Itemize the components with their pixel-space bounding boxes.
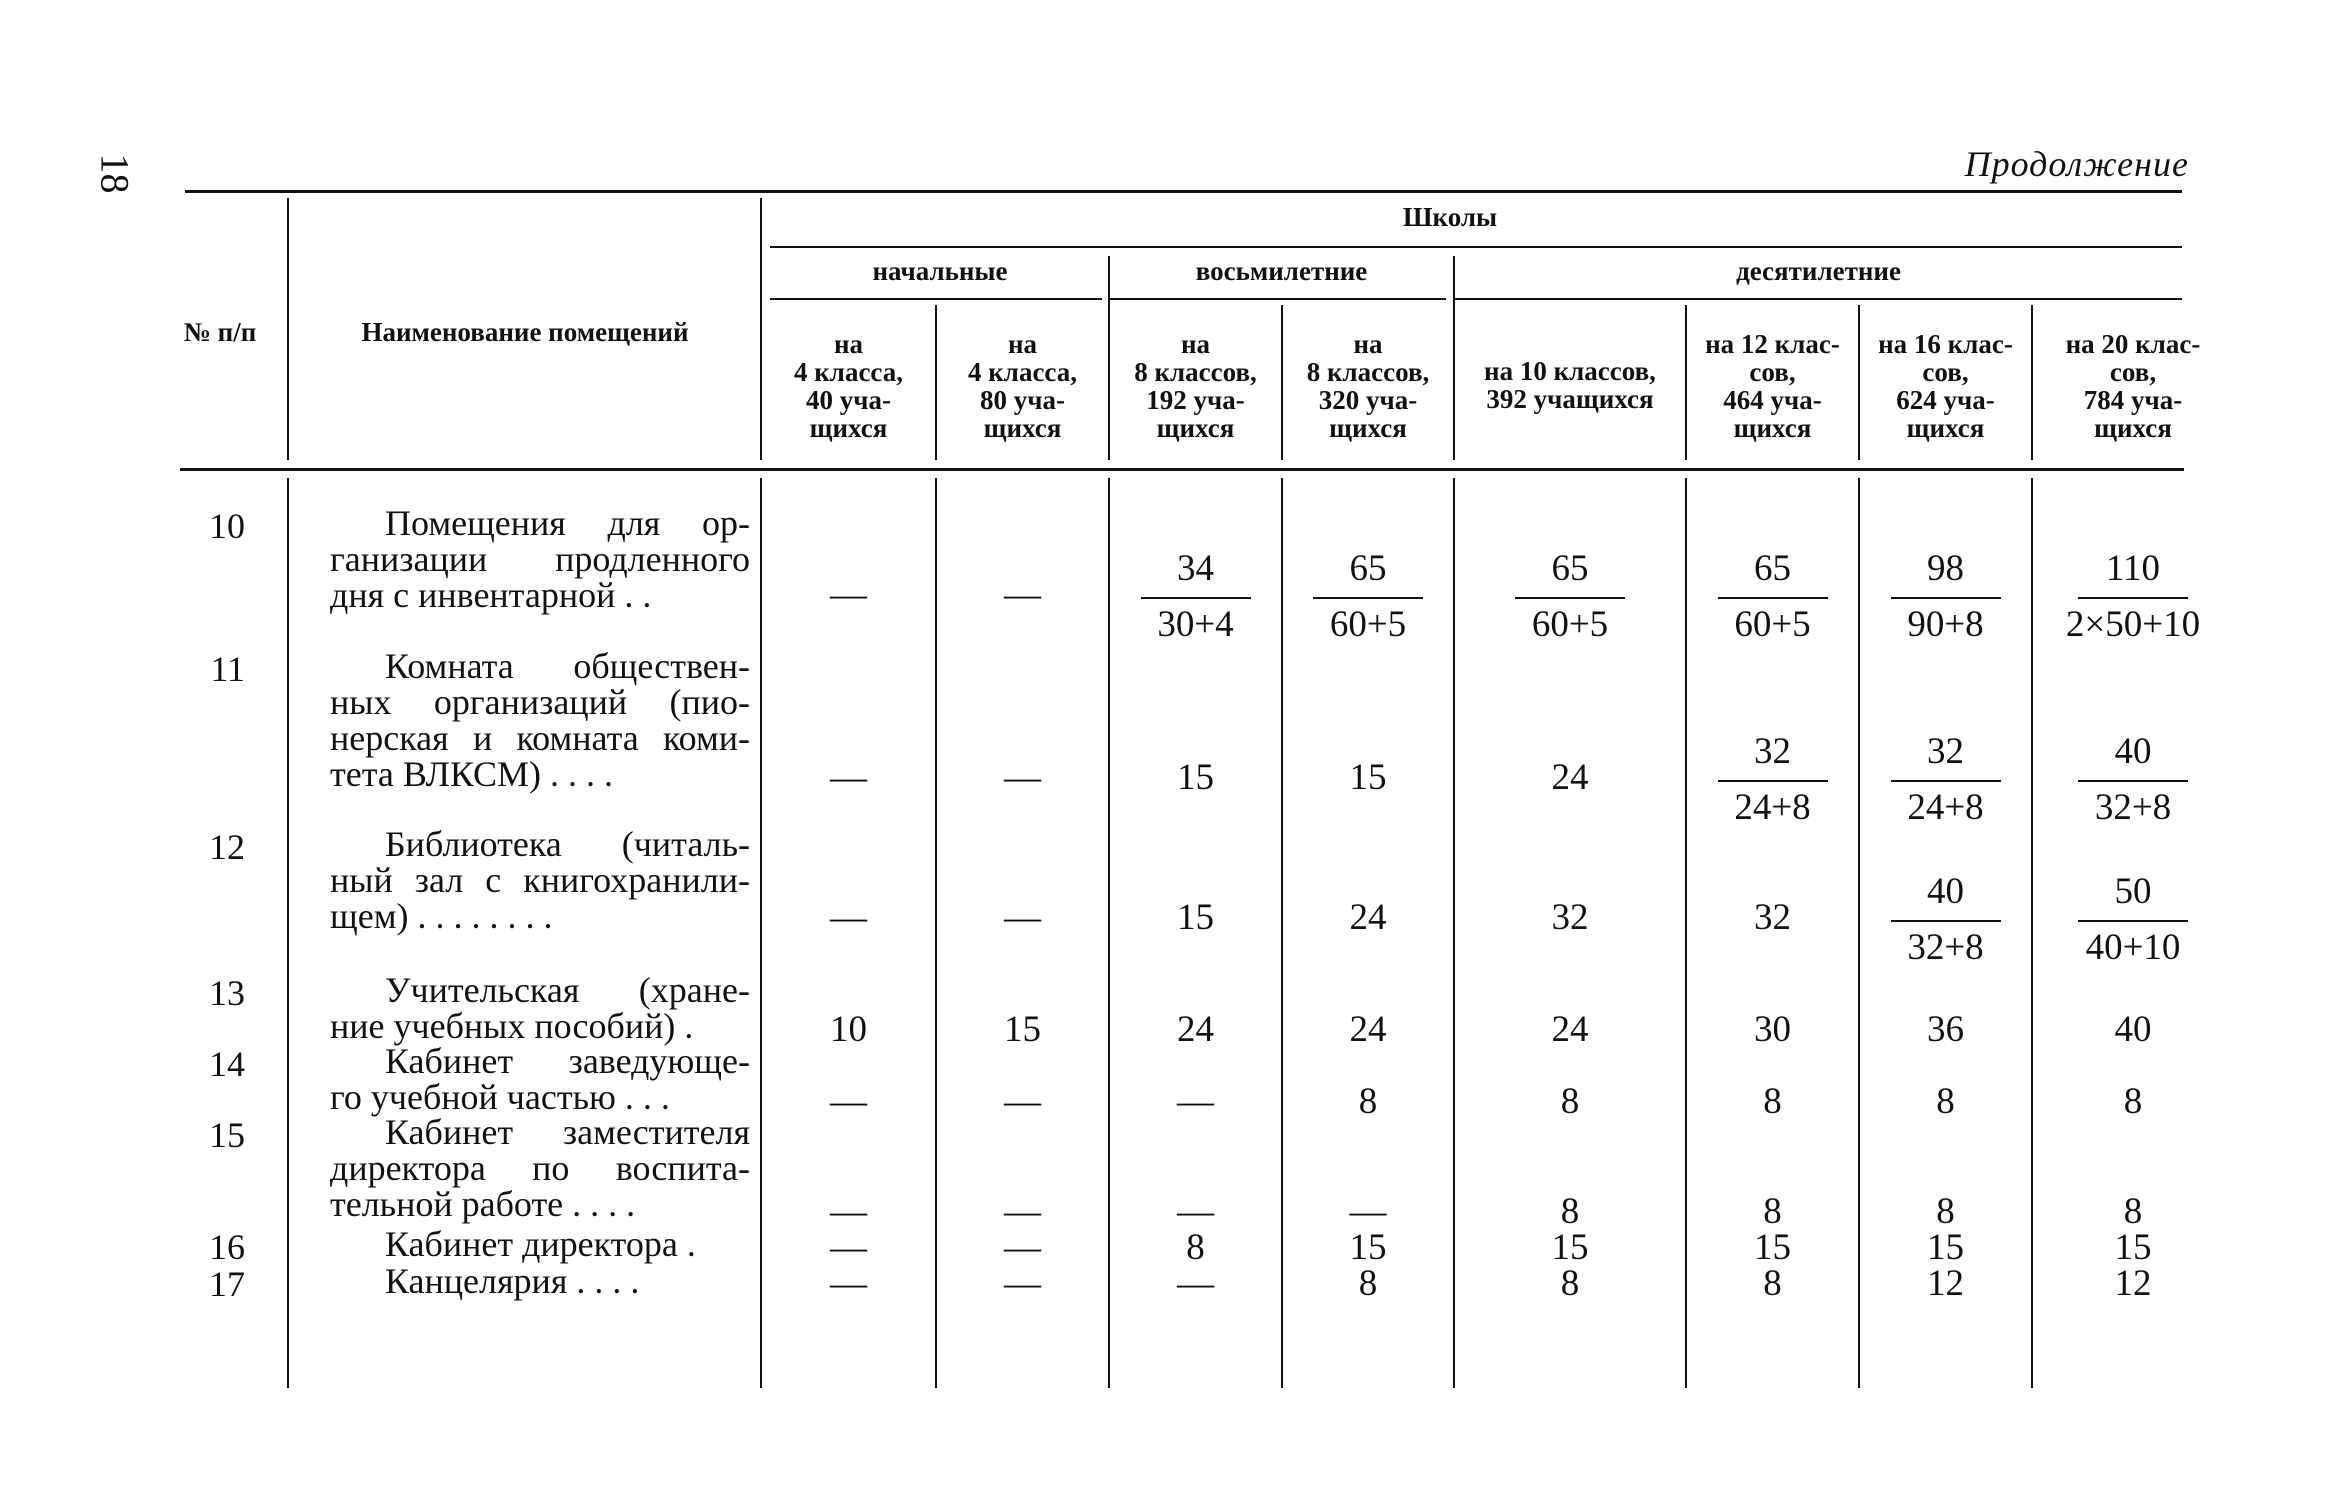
row-number: 12 bbox=[209, 827, 245, 867]
fraction-numerator: 65 bbox=[1349, 548, 1387, 589]
fraction-denominator: 24+8 bbox=[1734, 787, 1811, 828]
value-cell: 32 bbox=[1551, 897, 1589, 938]
column-header-line: 464 уча- bbox=[1723, 385, 1822, 415]
value-cell: 30 bbox=[1754, 1009, 1791, 1050]
value-fraction bbox=[1455, 549, 1685, 645]
value-cell: — bbox=[1004, 1081, 1041, 1122]
value-cell: — bbox=[830, 1081, 867, 1122]
group-header-eight: восьмилетние bbox=[1195, 256, 1368, 286]
col-divider bbox=[287, 478, 289, 1388]
value-fraction bbox=[1110, 549, 1281, 645]
value-cell: 8 bbox=[1358, 1263, 1378, 1304]
column-header bbox=[937, 330, 1108, 442]
value-fraction bbox=[2033, 732, 2233, 828]
value-cell: 15 bbox=[2114, 1227, 2152, 1268]
value-cell: 8 bbox=[1186, 1227, 1205, 1268]
column-header-line: 40 уча- bbox=[806, 385, 891, 415]
value-cell: 15 bbox=[1004, 1009, 1041, 1050]
column-header-line: 4 класса, bbox=[967, 357, 1077, 387]
value-cell: 8 bbox=[2123, 1191, 2143, 1232]
value-fraction bbox=[2033, 549, 2233, 645]
value-fraction bbox=[1687, 549, 1858, 645]
room-name-line: Кабинет заместителя bbox=[385, 1112, 750, 1152]
column-header-line: 320 уча- bbox=[1318, 385, 1418, 415]
value-cell: — bbox=[830, 574, 867, 615]
column-header-line: щихся bbox=[1156, 413, 1235, 443]
column-header-line: на 10 классов, bbox=[1484, 356, 1656, 386]
table-top-rule bbox=[185, 190, 2182, 193]
room-name-line: ных организаций (пио- bbox=[330, 682, 750, 722]
value-cell: 24 bbox=[1349, 897, 1387, 938]
column-header bbox=[1283, 330, 1453, 442]
fraction-denominator: 60+5 bbox=[1329, 604, 1407, 645]
no-column-header: № п/п bbox=[183, 317, 257, 347]
header-bottom-rule bbox=[180, 468, 2184, 471]
value-cell: — bbox=[830, 1263, 867, 1304]
room-name-line: тета ВЛКСМ) . . . . bbox=[330, 754, 614, 794]
col-divider bbox=[287, 198, 289, 460]
room-name bbox=[330, 826, 750, 934]
value-cell: — bbox=[830, 897, 867, 938]
column-header bbox=[1455, 357, 1685, 413]
column-header-line: на bbox=[1353, 329, 1383, 359]
room-name-line: нерская и комната коми- bbox=[330, 718, 750, 758]
value-fraction bbox=[1283, 549, 1453, 645]
room-name-line: Помещения для ор- bbox=[385, 503, 750, 543]
value-cell: 24 bbox=[1551, 1009, 1589, 1050]
value-cell: — bbox=[1004, 1263, 1041, 1304]
room-name-line: Учительская (хране- bbox=[385, 970, 750, 1010]
value-cell: — bbox=[1177, 1081, 1214, 1122]
column-header-line: щихся bbox=[1733, 413, 1812, 443]
fraction-denominator: 32+8 bbox=[1907, 927, 1984, 968]
value-cell: — bbox=[1177, 1263, 1214, 1304]
room-name-line: щем) . . . . . . . . bbox=[330, 896, 553, 936]
column-header-line: на 16 клас- bbox=[1878, 329, 2013, 359]
value-cell: 8 bbox=[1936, 1191, 1955, 1232]
fraction-numerator: 65 bbox=[1754, 548, 1791, 589]
room-name-line: го учебной частью . . . bbox=[330, 1077, 670, 1117]
value-cell: — bbox=[1004, 897, 1041, 938]
group-rule-ten bbox=[1455, 298, 2182, 300]
column-header bbox=[2033, 330, 2233, 442]
column-header-line: на 20 клас- bbox=[2065, 329, 2201, 359]
column-header-line: 80 уча- bbox=[980, 385, 1065, 415]
value-fraction bbox=[1860, 549, 2031, 645]
group-rule-eight bbox=[1110, 298, 1446, 300]
value-cell: 32 bbox=[1754, 897, 1791, 938]
value-cell: 8 bbox=[1560, 1263, 1580, 1304]
value-cell: 15 bbox=[1349, 1227, 1387, 1268]
fraction-denominator: 2×50+10 bbox=[2065, 604, 2201, 645]
fraction-numerator: 32 bbox=[1927, 731, 1964, 772]
column-header-line: 8 классов, bbox=[1306, 357, 1430, 387]
fraction-numerator: 65 bbox=[1551, 548, 1589, 589]
column-header-line: на bbox=[1007, 329, 1038, 359]
row-number: 15 bbox=[209, 1115, 245, 1155]
value-cell: 8 bbox=[2123, 1081, 2143, 1122]
column-header bbox=[1860, 330, 2031, 442]
value-cell: 8 bbox=[1560, 1081, 1580, 1122]
room-name bbox=[330, 1114, 750, 1222]
row-number: 17 bbox=[209, 1264, 245, 1304]
fraction-denominator: 40+10 bbox=[2085, 927, 2181, 968]
value-cell: 24 bbox=[1551, 757, 1589, 798]
fraction-numerator: 32 bbox=[1754, 731, 1791, 772]
fraction-denominator: 32+8 bbox=[2094, 787, 2172, 828]
room-name-line: Кабинет заведующе- bbox=[385, 1041, 750, 1081]
column-header-line: на 12 клас- bbox=[1705, 329, 1840, 359]
column-header-line: сов, bbox=[1922, 357, 1969, 387]
value-cell: 15 bbox=[1177, 757, 1214, 798]
value-cell: 24 bbox=[1177, 1009, 1214, 1050]
value-cell: 8 bbox=[1358, 1081, 1378, 1122]
room-name bbox=[330, 1043, 750, 1115]
column-header bbox=[762, 330, 935, 442]
column-header-line: щихся bbox=[2094, 413, 2172, 443]
column-header-line: сов, bbox=[2109, 357, 2157, 387]
group-header-primary: начальные bbox=[872, 256, 1008, 286]
value-cell: 8 bbox=[1560, 1191, 1580, 1232]
column-header-line: на bbox=[1180, 329, 1211, 359]
room-name-line: Комната обществен- bbox=[385, 646, 750, 686]
column-header-line: 4 класса, bbox=[793, 357, 903, 387]
value-fraction bbox=[1687, 732, 1858, 828]
room-name bbox=[330, 1226, 750, 1262]
column-header-line: щихся bbox=[1906, 413, 1985, 443]
column-header-line: 192 уча- bbox=[1146, 385, 1245, 415]
column-header-line: 8 классов, bbox=[1134, 357, 1257, 387]
fraction-numerator: 34 bbox=[1177, 548, 1214, 589]
column-header-line: 784 уча- bbox=[2083, 385, 2183, 415]
value-cell: 15 bbox=[1349, 757, 1387, 798]
fraction-numerator: 50 bbox=[2114, 871, 2152, 912]
room-name-line: Канцелярия . . . . bbox=[385, 1261, 640, 1301]
value-cell: 36 bbox=[1927, 1009, 1964, 1050]
continuation-label: Продолжение bbox=[1964, 144, 2189, 184]
room-name bbox=[330, 1263, 750, 1299]
column-header bbox=[1687, 330, 1858, 442]
value-cell: 15 bbox=[1551, 1227, 1589, 1268]
column-header-line: щихся bbox=[983, 413, 1062, 443]
fraction-denominator: 60+5 bbox=[1734, 604, 1811, 645]
room-name-line: Библиотека (читаль- bbox=[385, 824, 750, 864]
value-cell: — bbox=[830, 1191, 867, 1232]
value-cell: — bbox=[1349, 1191, 1387, 1232]
value-cell: — bbox=[1004, 1227, 1041, 1268]
schools-rule bbox=[770, 246, 2182, 248]
group-rule-primary bbox=[770, 298, 1102, 300]
value-cell: — bbox=[1004, 757, 1041, 798]
fraction-denominator: 60+5 bbox=[1531, 604, 1609, 645]
column-header-line: на bbox=[833, 329, 864, 359]
value-cell: 8 bbox=[1763, 1263, 1782, 1304]
value-cell: 8 bbox=[1763, 1191, 1782, 1232]
room-name bbox=[330, 648, 750, 792]
room-name-line: дня с инвентарной . . bbox=[330, 575, 652, 615]
room-name-line: ние учебных пособий) . bbox=[330, 1006, 694, 1046]
column-header-line: 392 учащихся bbox=[1486, 384, 1654, 414]
value-cell: 15 bbox=[1177, 897, 1214, 938]
page-number: 18 bbox=[92, 153, 138, 194]
value-cell: 8 bbox=[1763, 1081, 1782, 1122]
fraction-numerator: 40 bbox=[2114, 731, 2152, 772]
group-header-ten: десятилетние bbox=[1736, 256, 1901, 286]
row-number: 16 bbox=[209, 1227, 245, 1267]
column-header-line: сов, bbox=[1749, 357, 1796, 387]
column-header-line: щихся bbox=[1329, 413, 1407, 443]
value-cell: 12 bbox=[2114, 1263, 2152, 1304]
value-cell: — bbox=[1004, 1191, 1041, 1232]
row-number: 13 bbox=[209, 973, 245, 1013]
value-cell: — bbox=[1004, 574, 1041, 615]
value-fraction bbox=[2033, 872, 2233, 968]
value-cell: — bbox=[830, 757, 867, 798]
room-name-line: ганизации продленного bbox=[330, 539, 750, 579]
fraction-numerator: 40 bbox=[1927, 871, 1964, 912]
column-header-line: 624 уча- bbox=[1896, 385, 1995, 415]
value-cell: 10 bbox=[830, 1009, 867, 1050]
schools-header: Школы bbox=[1402, 202, 1498, 232]
value-fraction bbox=[1860, 872, 2031, 968]
value-cell: 12 bbox=[1927, 1263, 1964, 1304]
value-cell: 40 bbox=[2114, 1009, 2152, 1050]
row-number: 14 bbox=[209, 1044, 245, 1084]
room-name bbox=[330, 505, 750, 613]
value-cell: — bbox=[830, 1227, 867, 1268]
room-name bbox=[330, 972, 750, 1044]
row-number: 10 bbox=[209, 506, 245, 546]
fraction-numerator: 110 bbox=[2105, 548, 2161, 589]
room-name-line: тельной работе . . . . bbox=[330, 1184, 636, 1224]
room-name-line: Кабинет директора . bbox=[385, 1224, 696, 1264]
value-cell: 24 bbox=[1349, 1009, 1387, 1050]
fraction-numerator: 98 bbox=[1927, 548, 1964, 589]
column-header bbox=[1110, 330, 1281, 442]
room-name-line: директора по воспита- bbox=[330, 1148, 750, 1188]
fraction-denominator: 90+8 bbox=[1907, 604, 1984, 645]
value-cell: 15 bbox=[1754, 1227, 1791, 1268]
value-fraction bbox=[1860, 732, 2031, 828]
value-cell: — bbox=[1177, 1191, 1214, 1232]
value-cell: 8 bbox=[1936, 1081, 1955, 1122]
column-header-line: щихся bbox=[809, 413, 888, 443]
row-number: 11 bbox=[210, 649, 245, 689]
fraction-denominator: 30+4 bbox=[1157, 604, 1234, 645]
room-name-line: ный зал с книгохранили- bbox=[330, 860, 750, 900]
name-column-header: Наименование помещений bbox=[361, 317, 689, 347]
fraction-denominator: 24+8 bbox=[1907, 787, 1984, 828]
value-cell: 15 bbox=[1927, 1227, 1964, 1268]
